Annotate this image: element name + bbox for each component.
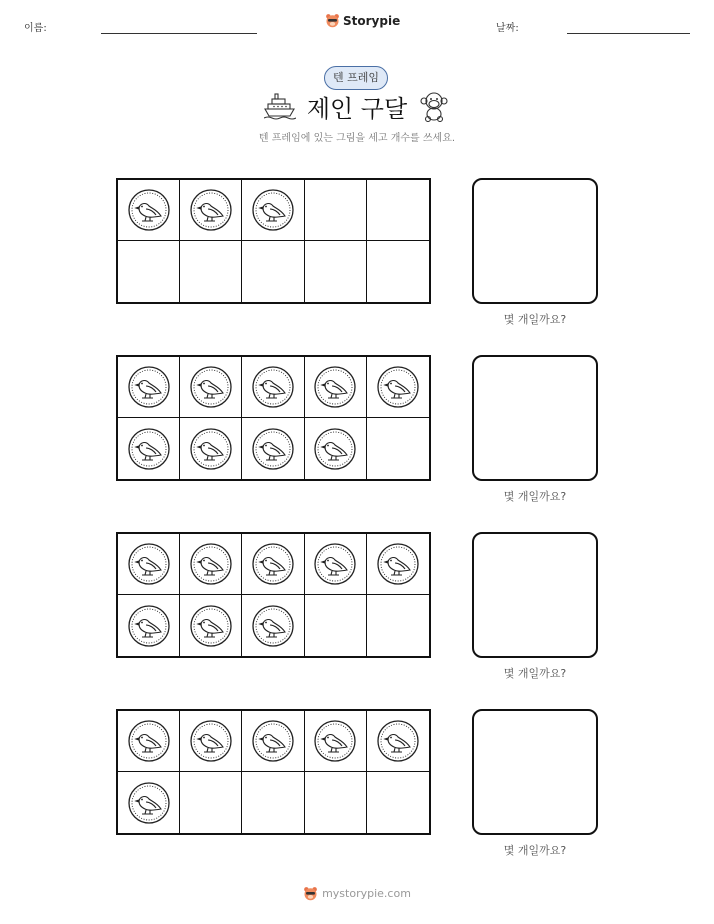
bird-coin-icon bbox=[189, 188, 233, 232]
ten-frame-cell bbox=[180, 418, 242, 479]
instructions: 텐 프레임에 있는 그림을 세고 개수를 쓰세요. bbox=[258, 133, 456, 144]
storypie-logo bbox=[325, 13, 400, 28]
bird-coin-icon bbox=[189, 427, 233, 471]
ten-frame-cell bbox=[242, 357, 304, 418]
question-label: 몇 개일까요? bbox=[503, 313, 567, 326]
ten-frame-cell bbox=[305, 772, 367, 833]
ten-frame-cell bbox=[305, 241, 367, 302]
ten-frame-cell bbox=[118, 418, 180, 479]
bird-coin-icon bbox=[189, 365, 233, 409]
bird-coin-icon bbox=[127, 604, 171, 648]
ten-frame-cell bbox=[242, 241, 304, 302]
answer-box-2[interactable] bbox=[472, 355, 598, 481]
bird-coin-icon bbox=[313, 719, 357, 763]
ten-frame-cell bbox=[180, 595, 242, 656]
ten-frame-cell bbox=[118, 357, 180, 418]
question-label: 몇 개일까요? bbox=[503, 844, 567, 857]
answer-box-4[interactable] bbox=[472, 709, 598, 835]
footer bbox=[0, 886, 714, 901]
ten-frame-cell bbox=[118, 595, 180, 656]
ten-frame-cell bbox=[118, 180, 180, 241]
ten-frame-cell bbox=[367, 772, 429, 833]
ten-frame-cell bbox=[180, 772, 242, 833]
ten-frame-cell bbox=[242, 418, 304, 479]
bird-coin-icon bbox=[313, 427, 357, 471]
ten-frame-cell bbox=[180, 180, 242, 241]
ten-frame-cell bbox=[367, 711, 429, 772]
ten-frame-1 bbox=[116, 178, 431, 304]
ten-frame-cell bbox=[180, 711, 242, 772]
name-line[interactable] bbox=[101, 33, 257, 34]
bird-coin-icon bbox=[189, 604, 233, 648]
bird-coin-icon bbox=[127, 188, 171, 232]
ten-frame-cell bbox=[305, 595, 367, 656]
topic-badge: 텐 프레임 bbox=[324, 66, 388, 90]
ten-frame-cell bbox=[305, 357, 367, 418]
ten-frame-cell bbox=[180, 357, 242, 418]
ten-frame-2 bbox=[116, 355, 431, 481]
bird-coin-icon bbox=[251, 604, 295, 648]
bird-coin-icon bbox=[127, 781, 171, 825]
bird-coin-icon bbox=[251, 719, 295, 763]
ten-frame-cell bbox=[367, 180, 429, 241]
ten-frame-cell bbox=[305, 534, 367, 595]
ten-frame-cell bbox=[242, 180, 304, 241]
ten-frame-cell bbox=[118, 534, 180, 595]
ten-frame-cell bbox=[305, 180, 367, 241]
bird-coin-icon bbox=[127, 542, 171, 586]
logo-text: Storypie bbox=[343, 13, 401, 28]
date-label: 날짜: bbox=[496, 23, 519, 34]
bird-coin-icon bbox=[376, 365, 420, 409]
date-line[interactable] bbox=[567, 33, 690, 34]
bird-coin-icon bbox=[189, 719, 233, 763]
ten-frame-4 bbox=[116, 709, 431, 835]
ten-frame-cell bbox=[118, 711, 180, 772]
bird-coin-icon bbox=[189, 542, 233, 586]
question-label: 몇 개일까요? bbox=[503, 667, 567, 680]
bird-coin-icon bbox=[376, 719, 420, 763]
ten-frame-cell bbox=[118, 241, 180, 302]
ten-frame-cell bbox=[242, 711, 304, 772]
bird-coin-icon bbox=[127, 427, 171, 471]
ten-frame-cell bbox=[367, 534, 429, 595]
ten-frame-cell bbox=[367, 418, 429, 479]
bird-coin-icon bbox=[251, 365, 295, 409]
name-label: 이름: bbox=[24, 23, 47, 34]
bird-coin-icon bbox=[251, 427, 295, 471]
ten-frame-cell bbox=[367, 357, 429, 418]
ten-frame-cell bbox=[242, 772, 304, 833]
bird-coin-icon bbox=[251, 542, 295, 586]
bird-coin-icon bbox=[376, 542, 420, 586]
page-title: 제인 구달 bbox=[306, 95, 408, 123]
question-label: 몇 개일까요? bbox=[503, 490, 567, 503]
bird-coin-icon bbox=[127, 719, 171, 763]
ten-frame-3 bbox=[116, 532, 431, 658]
monkey-icon bbox=[419, 92, 449, 122]
bird-coin-icon bbox=[127, 365, 171, 409]
ten-frame-cell bbox=[118, 772, 180, 833]
ten-frame-cell bbox=[305, 711, 367, 772]
ten-frame-cell bbox=[367, 595, 429, 656]
ten-frame-cell bbox=[180, 241, 242, 302]
bird-coin-icon bbox=[313, 542, 357, 586]
answer-box-1[interactable] bbox=[472, 178, 598, 304]
ten-frame-cell bbox=[242, 534, 304, 595]
footer-url[interactable]: mystorypie.com bbox=[322, 887, 411, 900]
ten-frame-cell bbox=[367, 241, 429, 302]
ten-frame-cell bbox=[242, 595, 304, 656]
answer-box-3[interactable] bbox=[472, 532, 598, 658]
ten-frame-cell bbox=[180, 534, 242, 595]
bird-coin-icon bbox=[251, 188, 295, 232]
bird-coin-icon bbox=[313, 365, 357, 409]
bear-logo-icon bbox=[325, 13, 340, 28]
ten-frame-cell bbox=[305, 418, 367, 479]
bear-logo-icon bbox=[303, 886, 318, 901]
